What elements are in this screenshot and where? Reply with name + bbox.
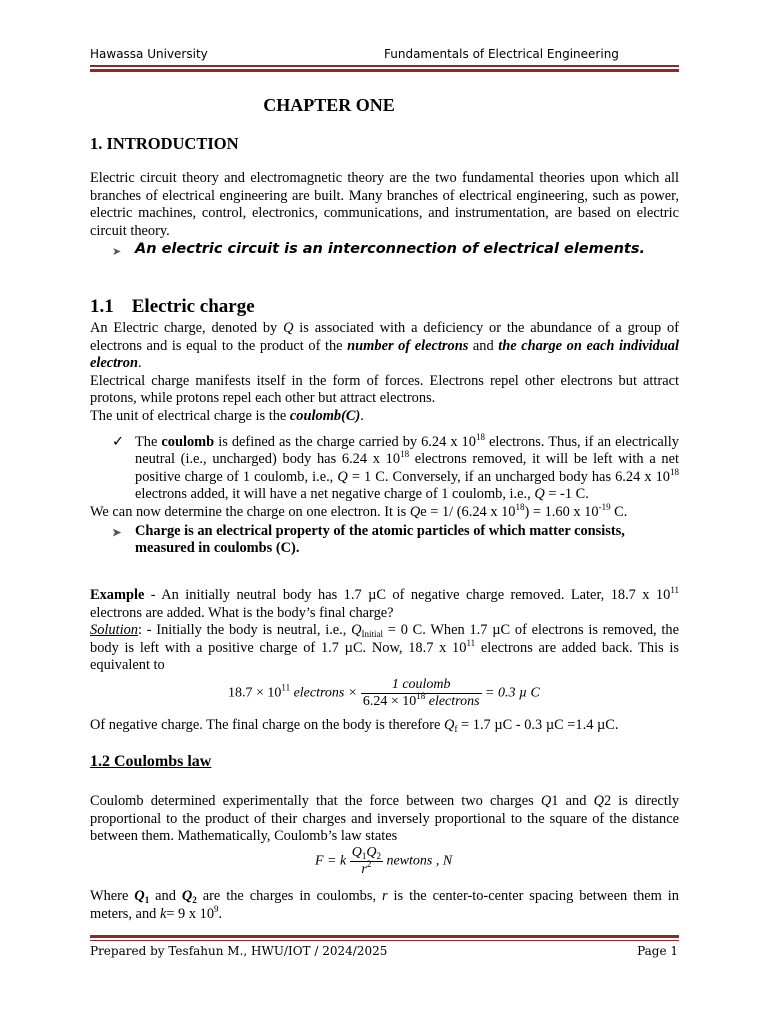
arrow-bullet-icon: ➤ <box>112 526 122 539</box>
header-university: Hawassa University <box>90 47 208 61</box>
chapter-title: CHAPTER ONE <box>263 95 395 115</box>
example-paragraph: Example - An initially neutral body has 1.7 µC of negative charge removed. Later, 18.7 x $10^{11}$ electrons are added. What is the body’s final charge? <box>90 585 679 621</box>
equation-fraction: $\frac{Q_1Q_2}{r^2}$ <box>351 845 381 877</box>
intro-paragraph: Electric circuit theory and electromagnetic theory are the two fundamental theories upon which all branches of electrical engineering are built. Many branches of electrical engineering, such as power, electric machines, control, electronics, communications, and instrumentation, are based on electric circuit theory. <box>90 170 679 239</box>
arrow-bullet-icon: ➤ <box>112 245 122 258</box>
coulombs-law-paragraph: Coulomb determined experimentally that the force between two charges Q1 and Q2 is directly proportional to the product of their charges and inversely proportional to the square of the distance between them. Mathematically, Coulomb’s law states <box>90 793 680 845</box>
header-rule-bottom <box>90 69 679 72</box>
equation-coulombs-law: F = k $\frac{Q_1Q_2}{r^2}$ newtons , N <box>315 845 453 877</box>
footer-author: Prepared by Tesfahun M., HWU/IOT / 2024/2025 <box>90 944 388 958</box>
electron-charge-paragraph: We can now determine the charge on one electron. It is Qe = 1/ (6.24 x $10^{18}) = 1.60$ x $10^{-19}$ C. <box>90 501 628 520</box>
charge-forces-paragraph: Electrical charge manifests itself in the form of forces. Electrons repel other electrons but attract protons, while protons repel each other but attract electrons. <box>90 372 679 407</box>
solution-paragraph: Solution: - Initially the body is neutral, i.e., $Q_{Initial} = 0$ C. When 1.7 µC of electrons is removed, the body is left with a positive charge of 1.7 µC. Now, 18.7 x $10^{11}$ electrons are added back. This is equivalent to <box>90 622 680 674</box>
section-introduction: 1. INTRODUCTION <box>90 134 239 153</box>
circuit-definition: ➤ An electric circuit is an interconnection of electrical elements. <box>90 241 679 259</box>
footer-rule-top <box>90 935 679 938</box>
header-rule-top <box>90 65 679 67</box>
section-coulombs-law: 1.2 Coulombs law <box>90 753 212 770</box>
charge-unit-paragraph: The unit of electrical charge is the coulomb(C). <box>90 407 364 424</box>
equation-electron-charge: $18.7 \times 10^{11}$ electrons × $\frac{\text{1 coulomb}}{6.24 \times 10^{18} electrons}$ = 0.3 µ C <box>228 677 540 709</box>
section-title: Electric charge <box>131 296 255 317</box>
charge-definition-paragraph: An Electric charge, denoted by Q is associated with a deficiency or the abundance of a group of electrons and is equal to the product of the number of electrons and the charge on each individual electron. <box>90 320 679 372</box>
equation-fraction: $\frac{\text{1 coulomb}}{6.24 \times 10^{18} electrons}$ <box>362 677 480 709</box>
charge-property-item: ➤ Charge is an electrical property of the atomic particles of which matter consists, measured in coulombs (C). <box>112 522 625 557</box>
coulomb-definition-item: ✓ The coulomb is defined as the charge carried by 6.24 x $10^{18}$ electrons. Thus, if an electrically neutral (i.e., uncharged) body has 6.24 x $10^{18}$ electrons removed, it will be left with a net positive charge of 1 coulomb, i.e., Q = 1 C. Conversely, if an uncharged body has 6.24 x $10^{18}$ electrons added, it will have a net negative charge of 1 coulomb, i.e., Q = -1 C. <box>112 431 680 503</box>
section-electric-charge <box>90 296 255 318</box>
where-paragraph: Where $Q_1$ and $Q_2$ are the charges in coulombs, r is the center-to-center spacing between them in meters, and k= 9 x $10^9$. <box>90 888 679 922</box>
final-charge-paragraph: Of negative charge. The final charge on the body is therefore $Q_f = 1.7$ µC - 0.3 µC =1.4 µC. <box>90 717 619 734</box>
checkmark-icon: ✓ <box>112 433 125 450</box>
header-course: Fundamentals of Electrical Engineering <box>384 47 619 61</box>
footer-page-number: Page 1 <box>637 944 678 958</box>
footer-rule-bottom <box>90 940 679 941</box>
section-number: 1.1 <box>90 296 114 317</box>
